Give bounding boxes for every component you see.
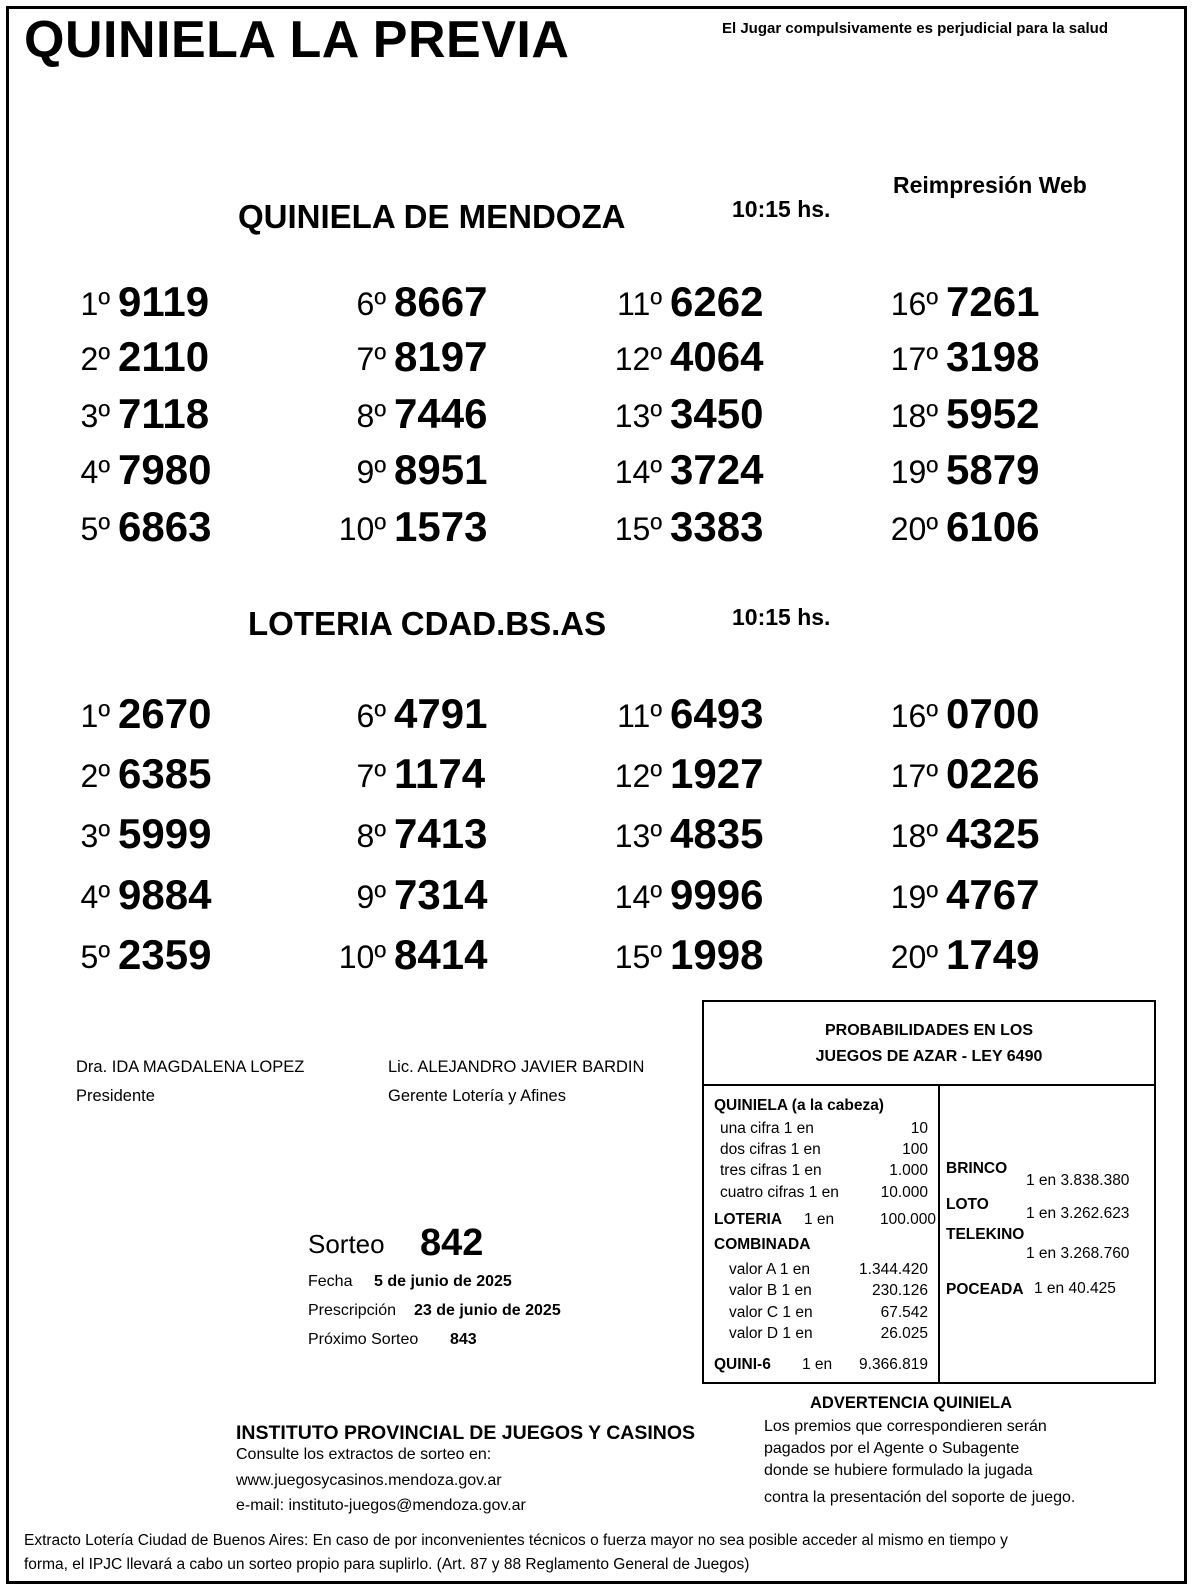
result-number: 3198 (946, 333, 1040, 380)
result-number: 8414 (394, 931, 488, 978)
result-number: 0700 (946, 690, 1040, 737)
quiniela-row-label: cuatro cifras 1 en (720, 1184, 839, 1201)
result-position: 14º (614, 879, 662, 915)
result-entry (592, 390, 832, 446)
result-position: 4º (80, 454, 110, 490)
result-position: 16º (890, 286, 938, 322)
fecha-value: 5 de junio de 2025 (374, 1273, 512, 1290)
institute-website: www.juegosycasinos.mendoza.gov.ar (236, 1472, 502, 1489)
loto-value: 1 en 3.262.623 (1026, 1205, 1130, 1222)
result-position: 15º (614, 511, 662, 547)
result-position: 12º (614, 758, 662, 794)
signature-right-role: Gerente Lotería y Afines (388, 1087, 566, 1105)
result-entry (592, 690, 832, 746)
result-number: 3450 (670, 390, 764, 437)
result-position: 5º (80, 511, 110, 547)
result-entry (868, 810, 1108, 866)
advertencia-line: donde se hubiere formulado la jugada (764, 1462, 1033, 1479)
result-position: 17º (890, 758, 938, 794)
result-entry (40, 931, 280, 987)
prescripcion-label: Prescripción (308, 1302, 397, 1319)
result-entry (316, 390, 556, 446)
result-entry (868, 690, 1108, 746)
result-number: 6493 (670, 690, 764, 737)
result-number: 1998 (670, 931, 764, 978)
result-entry (40, 810, 280, 866)
signature-right-name: Lic. ALEJANDRO JAVIER BARDIN (388, 1058, 645, 1076)
quini6-label: QUINI-6 (714, 1356, 771, 1373)
result-entry (868, 871, 1108, 927)
result-position: 15º (614, 939, 662, 975)
result-entry (316, 871, 556, 927)
result-position: 20º (890, 939, 938, 975)
footer-line: forma, el IPJC llevará a cabo un sorteo propio para suplirlo. (Art. 87 y 88 Reglamento General de Juegos) (24, 1556, 750, 1573)
result-number: 8667 (394, 278, 488, 325)
result-position: 20º (890, 511, 938, 547)
telekino-value: 1 en 3.268.760 (1026, 1245, 1130, 1262)
result-position: 7º (356, 758, 386, 794)
institute-email: e-mail: instituto-juegos@mendoza.gov.ar (236, 1497, 526, 1514)
result-number: 6385 (118, 750, 212, 797)
result-position: 3º (80, 398, 110, 434)
result-entry (40, 871, 280, 927)
proximo-label: Próximo Sorteo (308, 1331, 419, 1348)
result-position: 12º (614, 341, 662, 377)
result-number: 7413 (394, 810, 488, 857)
quiniela-row-label: dos cifras 1 en (720, 1141, 821, 1158)
combinada-row-value: 1.344.420 (859, 1261, 928, 1278)
result-position: 6º (356, 286, 386, 322)
result-number: 4767 (946, 871, 1040, 918)
result-entry (40, 333, 280, 389)
result-position: 8º (356, 398, 386, 434)
quiniela-row-label: tres cifras 1 en (720, 1162, 822, 1179)
signature-left-name: Dra. IDA MAGDALENA LOPEZ (76, 1058, 305, 1076)
institute-line: Consulte los extractos de sorteo en: (236, 1446, 492, 1463)
quiniela-row-value: 10.000 (880, 1184, 928, 1201)
result-entry (316, 750, 556, 806)
result-position: 19º (890, 454, 938, 490)
quiniela-row-label: una cifra 1 en (720, 1120, 814, 1137)
result-position: 14º (614, 454, 662, 490)
institute-title: INSTITUTO PROVINCIAL DE JUEGOS Y CASINOS (236, 1422, 696, 1444)
combinada-row-label: valor B 1 en (729, 1282, 812, 1299)
probabilities-title-1: PROBABILIDADES EN LOS (824, 1022, 1033, 1039)
quiniela-label: QUINIELA (a la cabeza) (714, 1097, 884, 1114)
telekino-label: TELEKINO (946, 1226, 1025, 1243)
result-position: 13º (614, 398, 662, 434)
probabilities-box (702, 1000, 1156, 1384)
sorteo-label: Sorteo (308, 1229, 385, 1259)
result-position: 7º (356, 341, 386, 377)
result-number: 4835 (670, 810, 764, 857)
result-entry (316, 810, 556, 866)
result-number: 4791 (394, 690, 488, 737)
advertencia-line: contra la presentación del soporte de juego. (764, 1489, 1076, 1506)
result-position: 18º (890, 818, 938, 854)
result-number: 7980 (118, 446, 212, 493)
result-number: 2359 (118, 931, 212, 978)
result-position: 6º (356, 698, 386, 734)
combinada-label: COMBINADA (714, 1236, 811, 1253)
result-position: 11º (617, 286, 662, 322)
result-number: 7314 (394, 871, 488, 918)
result-number: 0226 (946, 750, 1040, 797)
result-entry (40, 503, 280, 559)
combinada-row-label: valor C 1 en (729, 1304, 813, 1321)
mendoza-title: QUINIELA DE MENDOZA (238, 198, 626, 235)
result-number: 7446 (394, 390, 488, 437)
result-position: 17º (890, 341, 938, 377)
result-entry (868, 390, 1108, 446)
combinada-row-label: valor A 1 en (729, 1261, 811, 1278)
result-entry (316, 278, 556, 334)
result-number: 5879 (946, 446, 1040, 493)
quini6-mid: 1 en (802, 1356, 833, 1373)
advertencia-title: ADVERTENCIA QUINIELA (810, 1394, 1012, 1412)
poceada-value: 1 en 40.425 (1034, 1280, 1116, 1297)
result-entry (868, 333, 1108, 389)
result-entry (868, 503, 1108, 559)
sorteo-number: 842 (420, 1222, 484, 1264)
result-number: 4064 (670, 333, 764, 380)
mendoza-time: 10:15 hs. (732, 196, 831, 222)
bsas-title: LOTERIA CDAD.BS.AS (248, 605, 607, 642)
result-entry (868, 931, 1108, 987)
result-position: 11º (617, 698, 662, 734)
result-number: 3724 (670, 446, 764, 493)
result-entry (40, 390, 280, 446)
quiniela-row-value: 10 (910, 1120, 928, 1137)
result-entry (868, 750, 1108, 806)
result-number: 8951 (394, 446, 488, 493)
loteria-value: 100.000 (879, 1211, 936, 1228)
result-number: 9119 (118, 278, 210, 325)
reprint-label: Reimpresión Web (893, 172, 1087, 198)
probabilities-header (704, 1002, 1154, 1086)
result-number: 5999 (118, 810, 212, 857)
result-position: 16º (890, 698, 938, 734)
result-number: 8197 (394, 333, 488, 380)
signature-left-role: Presidente (76, 1087, 155, 1105)
result-position: 2º (80, 758, 110, 794)
quini6-value: 9.366.819 (859, 1356, 928, 1373)
footer-line: Extracto Lotería Ciudad de Buenos Aires: En caso de por inconvenientes técnicos o fuerza mayor no sea posible acceder al mismo en tiempo y (24, 1532, 1008, 1549)
result-number: 6863 (118, 503, 212, 550)
result-position: 2º (80, 341, 110, 377)
result-number: 2670 (118, 690, 212, 737)
result-position: 10º (338, 511, 386, 547)
result-entry (868, 446, 1108, 502)
bsas-time: 10:15 hs. (732, 604, 831, 630)
result-position: 5º (80, 939, 110, 975)
brinco-label: BRINCO (946, 1160, 1008, 1177)
result-number: 1573 (394, 503, 488, 550)
result-position: 4º (80, 879, 110, 915)
result-number: 7118 (118, 390, 210, 437)
result-entry (316, 503, 556, 559)
result-entry (592, 446, 832, 502)
result-number: 7261 (946, 278, 1040, 325)
quiniela-row-value: 1.000 (889, 1162, 928, 1179)
result-number: 3383 (670, 503, 764, 550)
probabilities-divider (938, 1086, 940, 1384)
result-position: 19º (890, 879, 938, 915)
loteria-mid: 1 en (804, 1211, 835, 1228)
advertencia-line: pagados por el Agente o Subagente (764, 1440, 1020, 1457)
result-entry (40, 690, 280, 746)
combinada-row-value: 230.126 (871, 1282, 928, 1299)
fecha-label: Fecha (308, 1273, 353, 1290)
result-position: 9º (356, 454, 386, 490)
result-entry (592, 278, 832, 334)
result-entry (592, 871, 832, 927)
loteria-label: LOTERIA (714, 1211, 783, 1228)
result-position: 9º (356, 879, 386, 915)
result-number: 6262 (670, 278, 764, 325)
result-entry (40, 446, 280, 502)
page-title: QUINIELA LA PREVIA (24, 11, 570, 69)
result-number: 1749 (946, 931, 1040, 978)
health-warning: El Jugar compulsivamente es perjudicial para la salud (722, 20, 1108, 37)
combinada-row-label: valor D 1 en (729, 1325, 813, 1342)
result-number: 4325 (946, 810, 1040, 857)
result-position: 8º (356, 818, 386, 854)
prescripcion-value: 23 de junio de 2025 (414, 1302, 561, 1319)
result-number: 9884 (118, 871, 212, 918)
result-position: 1º (80, 698, 110, 734)
advertencia-line: Los premios que correspondieren serán (764, 1418, 1047, 1435)
loto-label: LOTO (946, 1196, 989, 1213)
result-number: 1927 (670, 750, 764, 797)
result-entry (316, 690, 556, 746)
result-entry (592, 750, 832, 806)
result-entry (316, 333, 556, 389)
result-number: 1174 (394, 750, 486, 797)
proximo-value: 843 (450, 1331, 477, 1348)
result-position: 10º (338, 939, 386, 975)
result-number: 2110 (118, 333, 210, 380)
brinco-value: 1 en 3.838.380 (1026, 1172, 1130, 1189)
result-entry (316, 931, 556, 987)
result-position: 3º (80, 818, 110, 854)
result-position: 13º (614, 818, 662, 854)
result-entry (592, 931, 832, 987)
result-entry (40, 750, 280, 806)
result-entry (868, 278, 1108, 334)
result-entry (316, 446, 556, 502)
combinada-row-value: 26.025 (880, 1325, 928, 1342)
result-number: 9996 (670, 871, 764, 918)
result-entry (40, 278, 280, 334)
result-position: 18º (890, 398, 938, 434)
quiniela-row-value: 100 (902, 1141, 928, 1158)
result-position: 1º (80, 286, 110, 322)
result-entry (592, 333, 832, 389)
result-number: 6106 (946, 503, 1040, 550)
result-entry (592, 810, 832, 866)
combinada-row-value: 67.542 (880, 1304, 928, 1321)
result-number: 5952 (946, 390, 1040, 437)
result-entry (592, 503, 832, 559)
poceada-label: POCEADA (946, 1281, 1024, 1298)
probabilities-title-2: JUEGOS DE AZAR - LEY 6490 (815, 1048, 1043, 1065)
